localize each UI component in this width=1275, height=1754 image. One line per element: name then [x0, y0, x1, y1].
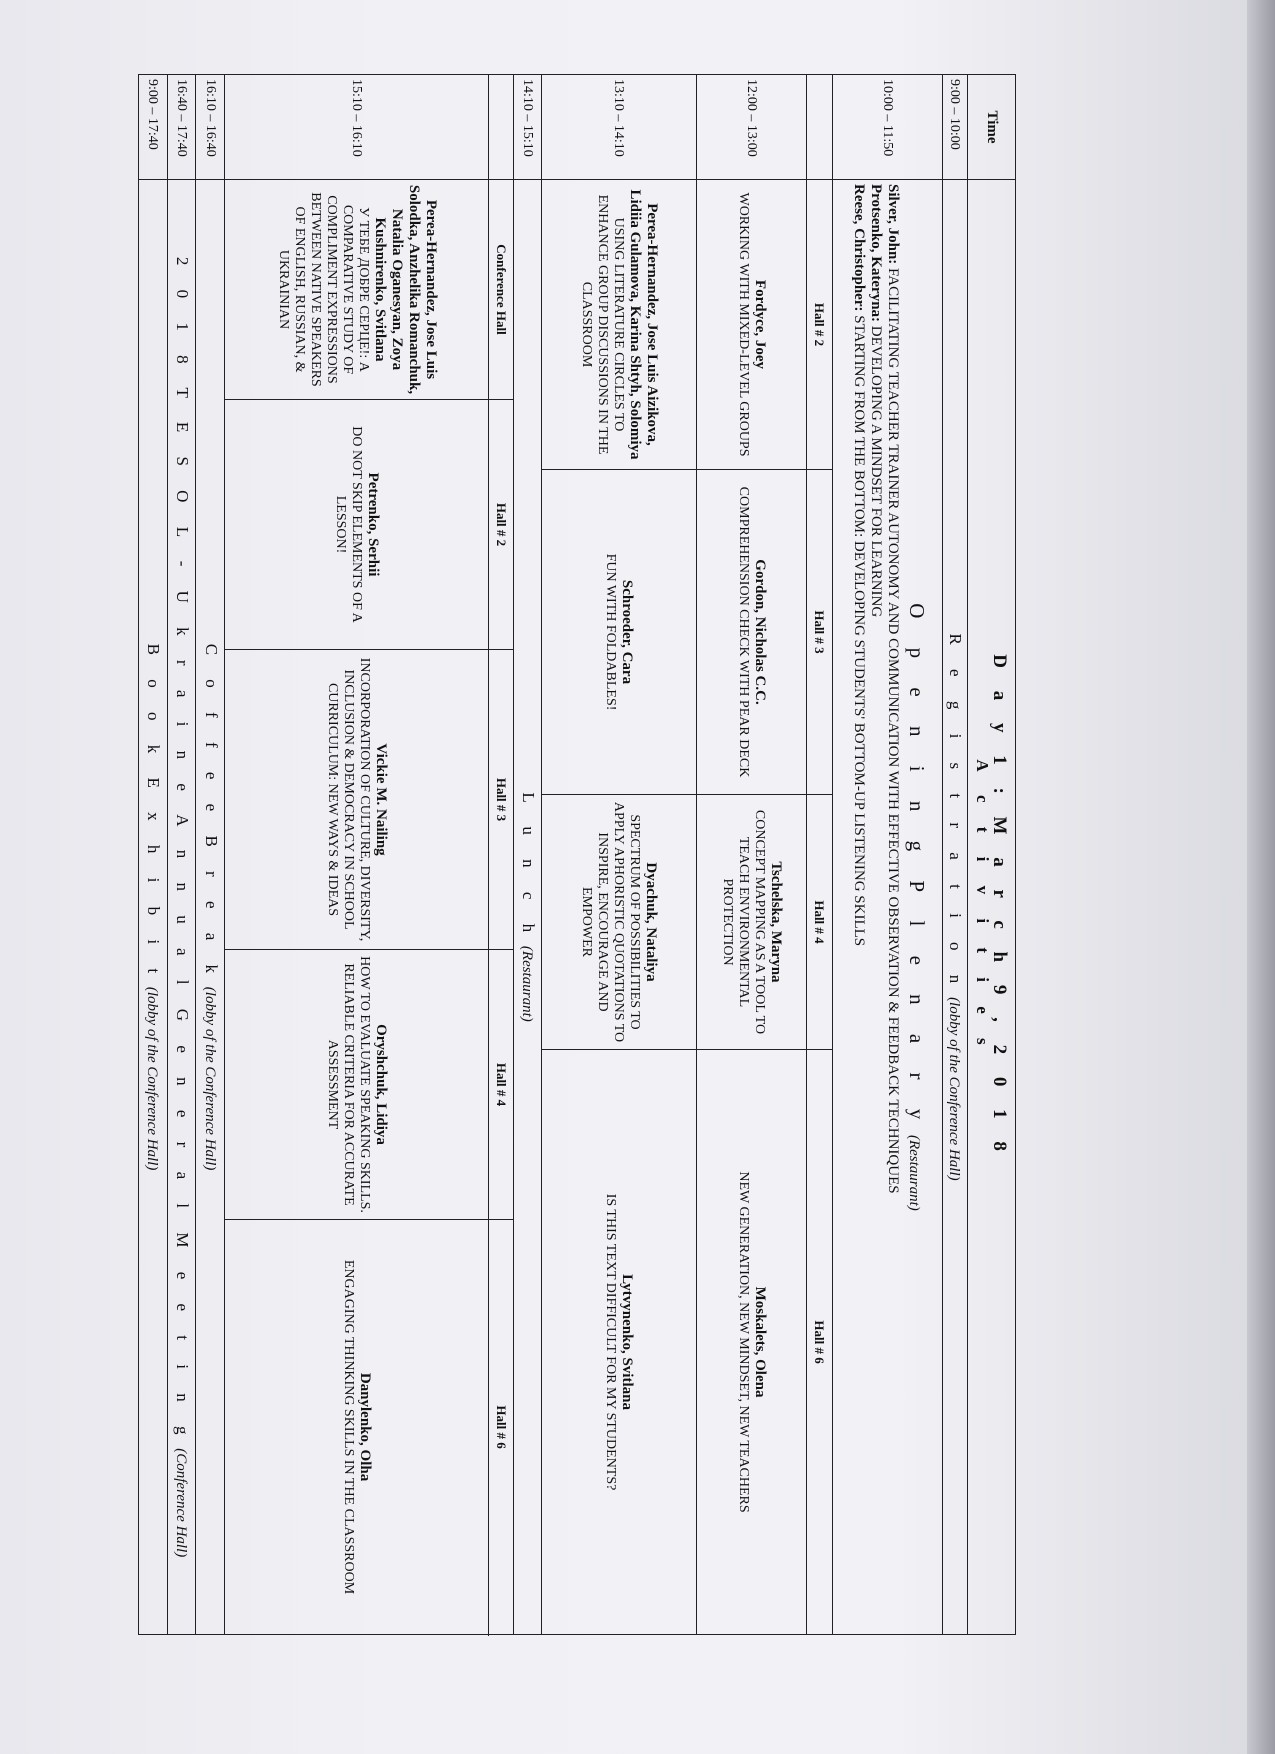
- session-speaker: Vickie M. Nailing: [373, 743, 390, 856]
- session-cell: [542, 795, 696, 1050]
- hall-header: Hall # 4: [489, 950, 513, 1220]
- plenary-talk: [884, 184, 901, 1630]
- session-cell: [224, 180, 488, 400]
- session-cell: [224, 1220, 488, 1635]
- hall-header: Hall # 2: [489, 400, 513, 650]
- plenary-title: STARTING FROM THE BOTTOM: DEVELOPING STUDENTS' BOTTOM-UP LISTENING SKILLS: [851, 315, 868, 947]
- time-column-header: Time: [967, 75, 1015, 180]
- registration-row: [943, 180, 967, 1635]
- session-speaker: Fordyce, Joey: [751, 279, 768, 370]
- session-title: FUN WITH FOLDABLES!: [603, 553, 619, 711]
- schedule-table: [138, 74, 1016, 1635]
- exhibit-label: B o o k E x h i b i t: [144, 643, 164, 984]
- schedule-page: [138, 74, 1016, 1634]
- hall-header: Conference Hall: [489, 180, 513, 400]
- plenary-row: [833, 180, 943, 1635]
- session-cell: [696, 470, 806, 795]
- session-cell: [696, 1050, 806, 1635]
- plenary-speaker: Protsenko, Kateryna:: [868, 184, 885, 323]
- session-speaker: Perea-Hernandez, Jose Luis Aizikova, Lidiia Gulamova, Karina Shtyh, Solomiya: [626, 189, 660, 460]
- plenary-talk: [850, 184, 867, 1630]
- session-title: SPECTRUM OF POSSIBILITIES TO APPLY APHORISTIC QUOTATIONS TO INSPIRE, ENCOURAGE AND EMPOWER: [579, 801, 643, 1043]
- session-title: NEW GENERATION, NEW MINDSET, NEW TEACHERS: [735, 1171, 751, 1513]
- plenary-talk: [867, 184, 884, 1630]
- session-speaker: Dyachuk, Nataliya: [643, 862, 660, 982]
- session-speaker: Petrenko, Serhii: [365, 472, 382, 577]
- plenary-location: (Restaurant): [906, 1134, 923, 1211]
- session-cell: [542, 180, 696, 470]
- session-title: CONCEPT MAPPING AS A TOOL TO TEACH ENVIRONMENTAL PROTECTION: [719, 809, 767, 1035]
- coffee-label: C o f f e e B r e a k: [201, 643, 221, 984]
- session-title: ENGAGING THINKING SKILLS IN THE CLASSROOM: [341, 1259, 357, 1595]
- plenary-talks: [850, 184, 901, 1630]
- time-exhibit: 9:00 – 17:40: [139, 75, 168, 180]
- session-title: IS THIS TEXT DIFFICULT FOR MY STUDENTS?: [603, 1193, 619, 1491]
- time-meeting: 16:40 – 17:40: [167, 75, 196, 180]
- time-blank: [489, 75, 513, 180]
- plenary-title: FACILITATING TEACHER TRAINER AUTONOMY AND COMMUNICATION WITH EFFECTIVE OBSERVATION & FEEDBACK TECHNIQUES: [885, 268, 902, 1194]
- session-speaker: Perea-Hernandez, Jose Luis Solodka, Anzhelika Romanchuk, Natalia Oganesyan, Zoya Kushnirenko, Svitlana: [371, 184, 439, 395]
- plenary-title: DEVELOPING A MINDSET FOR LEARNING: [868, 325, 885, 618]
- lunch-row: [513, 180, 542, 1635]
- session-cell: [542, 470, 696, 795]
- day-title-cell: [967, 180, 1015, 1635]
- coffee-row: [196, 180, 225, 1635]
- session-title: WORKING WITH MIXED-LEVEL GROUPS: [735, 192, 751, 457]
- coffee-location: (lobby of the Conference Hall): [201, 986, 218, 1171]
- session-cell: [542, 1050, 696, 1635]
- meeting-location: (Conference Hall): [173, 1448, 190, 1558]
- hall-header: Hall # 3: [806, 470, 832, 795]
- session-title: HOW TO EVALUATE SPEAKING SKILLS. RELIABLE CRITERIA FOR ACCURATE ASSESSMENT: [325, 956, 373, 1213]
- hall-header: Hall # 6: [489, 1220, 513, 1635]
- session-cell: [696, 795, 806, 1050]
- time-1200: 12:00 – 13:00: [696, 75, 806, 180]
- session-title: COMPREHENSION CHECK WITH PEAR DECK: [735, 486, 751, 778]
- plenary-speaker: Silver, John:: [885, 184, 902, 265]
- activities-header: A c t i v i t i e s: [973, 759, 993, 1055]
- session-speaker: Oryshchuk, Lidiya: [373, 1024, 390, 1145]
- time-blank: [806, 75, 832, 180]
- session-speaker: Schroeder, Cara: [619, 579, 636, 685]
- time-1310: 13:10 – 14:10: [542, 75, 696, 180]
- hall-header: Hall # 3: [489, 650, 513, 950]
- session-speaker: Tschelska, Maryna: [767, 861, 784, 983]
- session-title: У ТЕБЕ ДОБРЕ СЕРЦЕ!: A COMPARATIVE STUDY OF COMPLIMENT EXPRESSIONS BETWEEN NATIVE SPEAKERS OF ENGLISH, RUSSIAN, & UKRAINIAN: [275, 192, 371, 387]
- hall-header: Hall # 4: [806, 795, 832, 1050]
- session-speaker: Gordon, Nicholas C.C.: [751, 559, 768, 705]
- lunch-label: L u n c h: [518, 792, 538, 943]
- session-cell: [224, 400, 488, 650]
- time-registration: 9:00 – 10:00: [943, 75, 967, 180]
- session-cell: [696, 180, 806, 470]
- registration-location: (lobby of the Conference Hall): [946, 997, 963, 1181]
- plenary-speaker: Reese, Christopher:: [851, 184, 868, 312]
- session-speaker: Danylenko, Olha: [357, 1372, 374, 1482]
- session-cell: [224, 650, 488, 950]
- hall-header: Hall # 6: [806, 1050, 832, 1635]
- exhibit-location: (lobby of the Conference Hall): [144, 986, 161, 1171]
- page-edge: [1247, 0, 1275, 1754]
- session-cell: [224, 950, 488, 1220]
- time-1510: 15:10 – 16:10: [224, 75, 488, 180]
- plenary-label: O p e n i n g P l e n a r y: [905, 603, 930, 1132]
- day-title: D a y 1 : M a r c h 9 , 2 0 1 8: [989, 654, 1011, 1160]
- session-title: INCORPORATION OF CULTURE, DIVERSITY, INCLUSION & DEMOCRACY IN SCHOOL CURRICULUM: NEW WAYS & IDEAS: [325, 657, 373, 942]
- time-plenary: 10:00 – 11:50: [833, 75, 943, 180]
- exhibit-row: [139, 180, 168, 1635]
- meeting-label: 2 0 1 8 T E S O L - U k r a i n e A n n u a l G e n e r a l M e e t i n g: [173, 256, 193, 1445]
- time-lunch: 14:10 – 15:10: [513, 75, 542, 180]
- hall-header: Hall # 2: [806, 180, 832, 470]
- session-title: DO NOT SKIP ELEMENTS OF A LESSON!: [333, 426, 365, 623]
- registration-label: R e g i s t r a t i o n: [946, 633, 966, 994]
- lunch-location: (Restaurant): [518, 945, 535, 1022]
- time-coffee: 16:10 – 16:40: [196, 75, 225, 180]
- session-title: USING LITERATURE CIRCLES TO ENHANCE GROUP DISCUSSIONS IN THE CLASSROOM: [578, 194, 626, 455]
- session-speaker: Lytvynenko, Svitlana: [619, 1274, 636, 1410]
- session-speaker: Moskalets, Olena: [751, 1286, 768, 1398]
- meeting-row: [167, 180, 196, 1635]
